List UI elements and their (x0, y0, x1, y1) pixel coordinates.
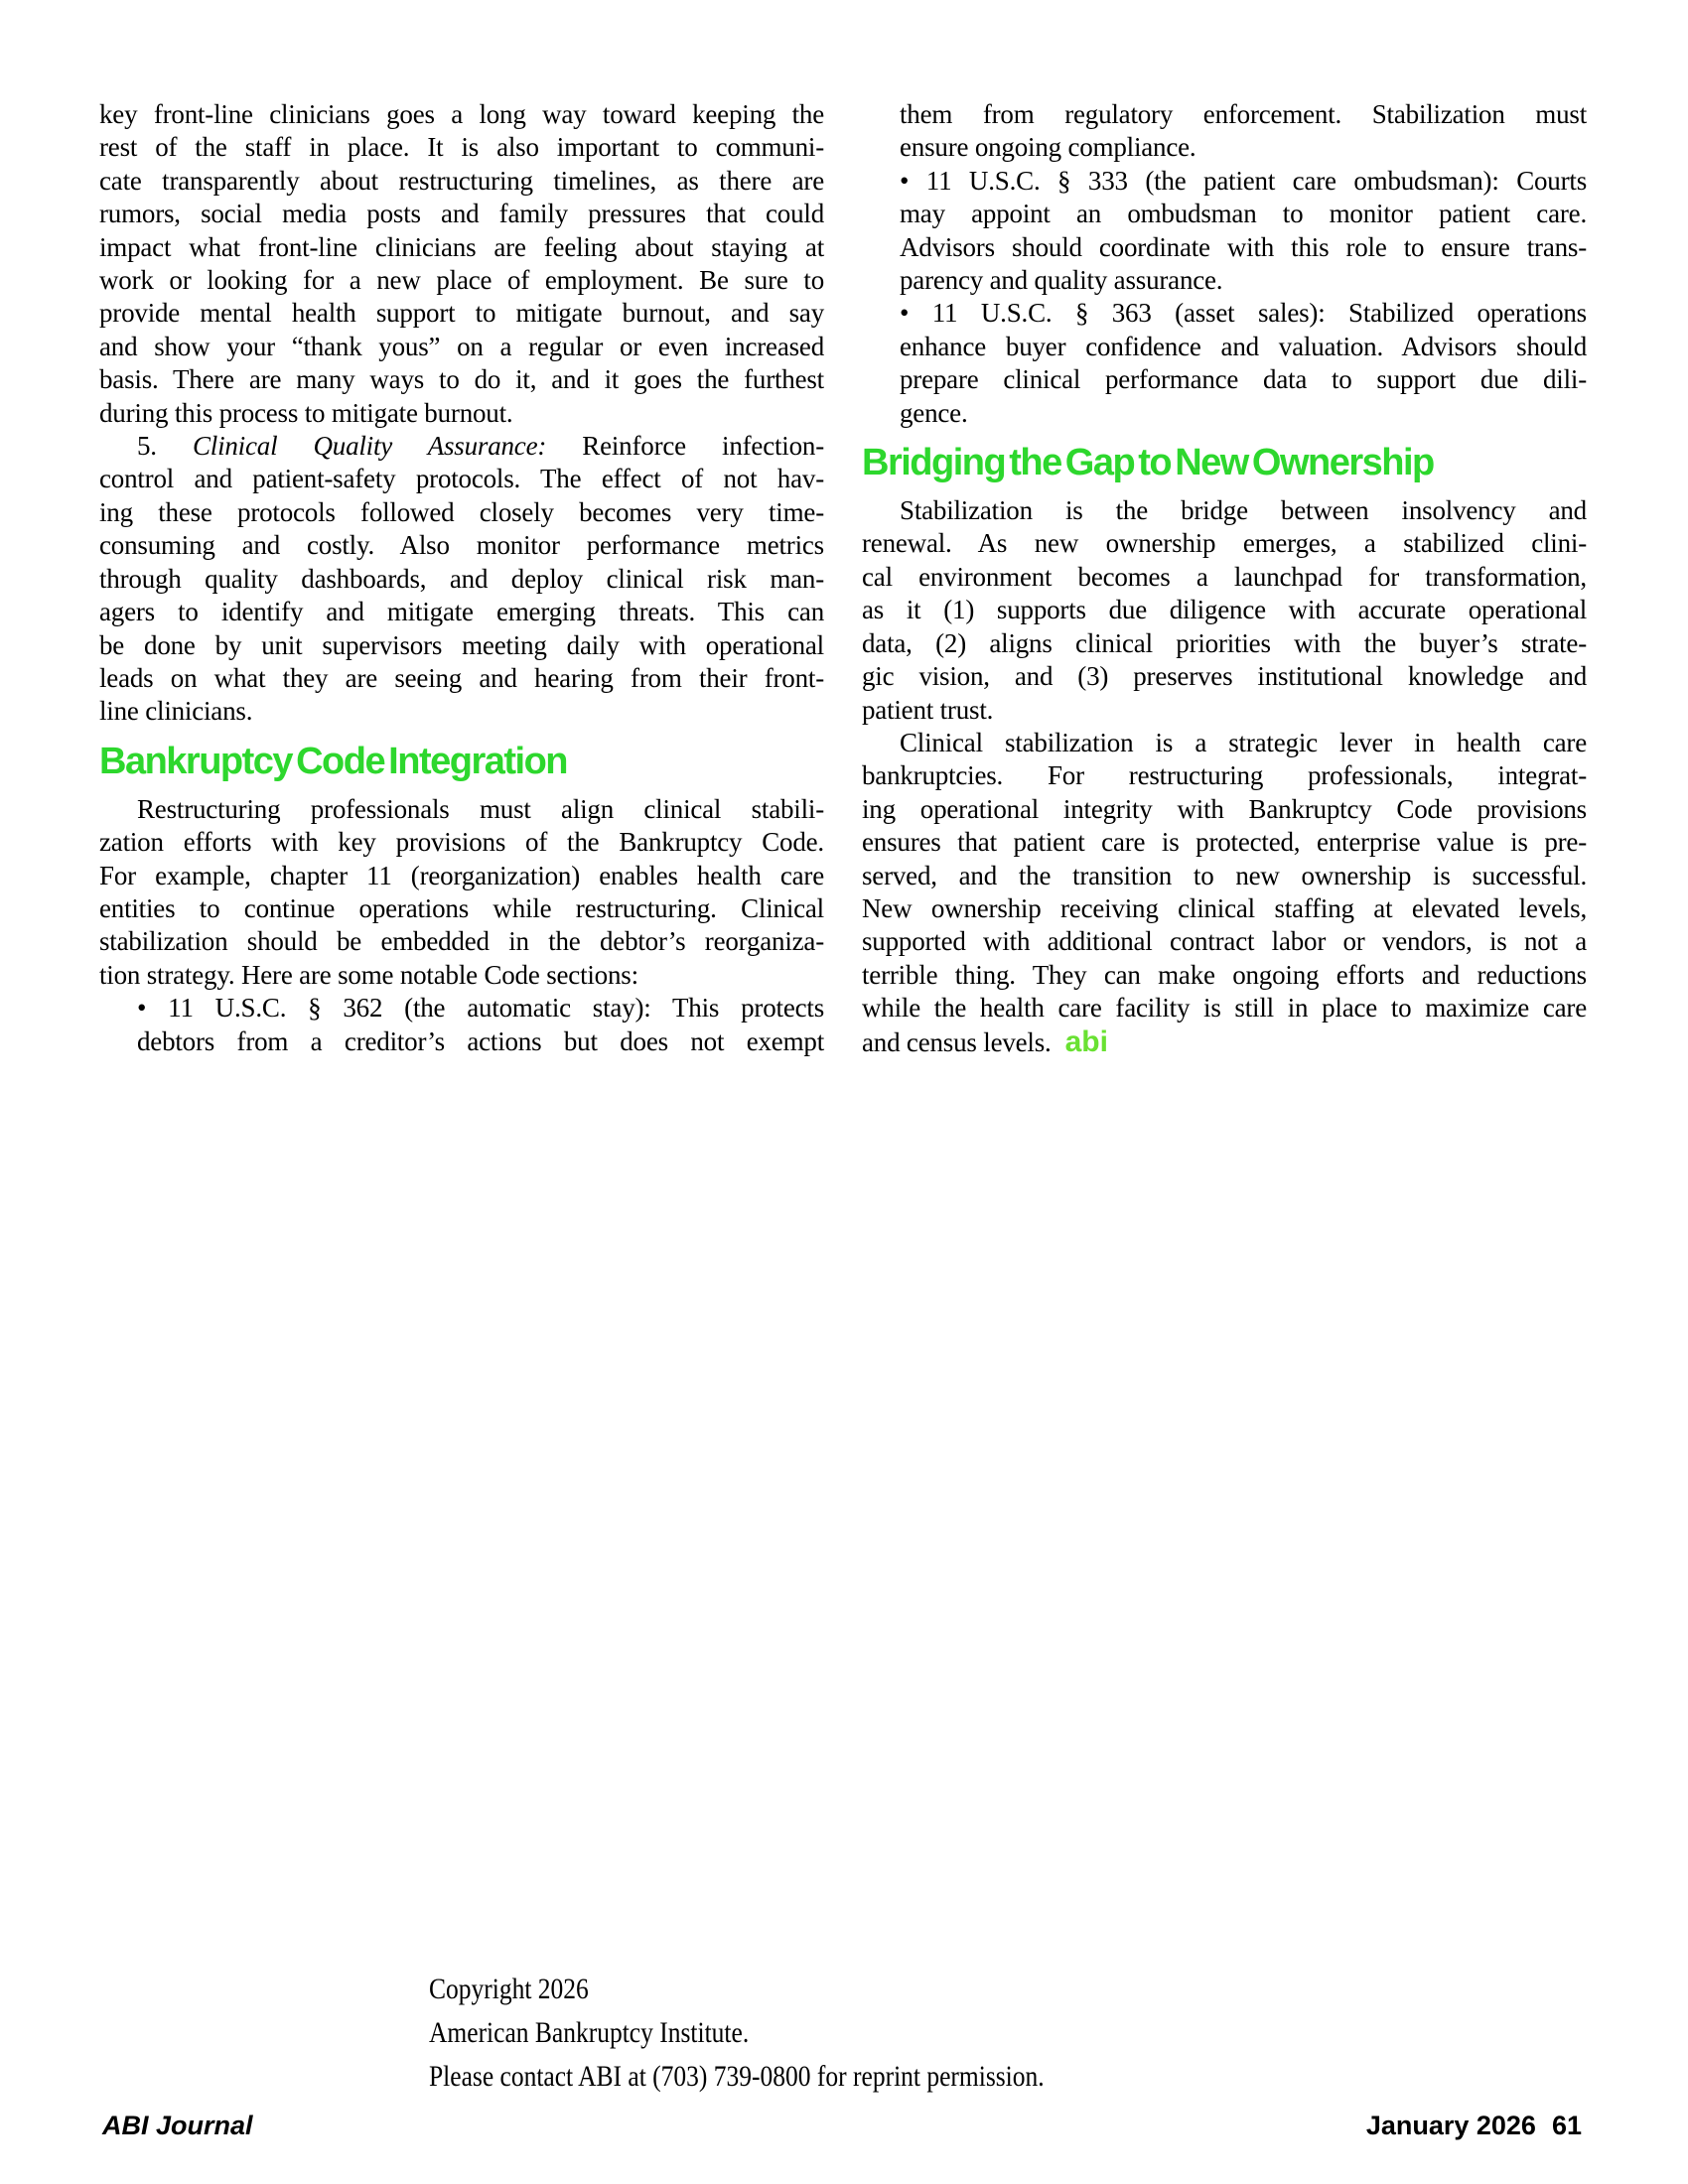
paragraph (99, 98, 824, 430)
bullet-paragraph (862, 297, 1587, 430)
text-line: rumors, social media posts and family pressures that could (99, 199, 824, 229)
section-heading: Bridging the Gap to New Ownership (862, 442, 1434, 484)
issue-date: January 2026 (1365, 2111, 1536, 2140)
text-line: prepare clinical performance data to support due dili- (900, 364, 1587, 395)
text-line: parency and quality assurance. (900, 265, 1223, 296)
text-line: leads on what they are seeing and hearing from their front- (99, 662, 824, 693)
footer-issue-group (1366, 2111, 1582, 2141)
text-line: ensure ongoing compliance. (900, 132, 1196, 163)
text-line: gic vision, and (3) preserves institutional knowledge and (862, 661, 1587, 692)
paragraph (862, 727, 1587, 1059)
text-line: and census levels. abi (862, 1024, 1108, 1058)
text-line: impact what front-line clinicians are feeling about staying at (99, 231, 824, 262)
text-line: renewal. As new ownership emerges, a stabilized clini- (862, 528, 1587, 559)
text-line: during this process to mitigate burnout. (99, 397, 513, 428)
text-line: tion strategy. Here are some notable Code sections: (99, 959, 638, 990)
left-column (99, 98, 824, 1058)
text-line: ensures that patient care is protected, enterprise value is pre- (862, 827, 1587, 858)
bullet-paragraph (862, 98, 1587, 165)
paragraph (862, 494, 1587, 727)
text-line: patient trust. (862, 694, 994, 725)
text-line: through quality dashboards, and deploy clinical risk man- (99, 563, 824, 594)
copyright-line: Please contact ABI at (703) 739-0800 for reprint permission. (429, 2060, 1045, 2093)
page-number: 61 (1551, 2111, 1582, 2140)
paragraph (99, 793, 824, 992)
text-line: cal environment becomes a launchpad for transformation, (862, 561, 1587, 592)
text-line: Clinical stabilization is a strategic lever in health care (900, 727, 1587, 757)
text-line: enhance buyer confidence and valuation. Advisors should (900, 331, 1587, 361)
text-line: as it (1) supports due diligence with accurate operational (862, 595, 1587, 625)
text-line: and show your “thank yous” on a regular or even increased (99, 331, 824, 361)
text-line: stabilization should be embedded in the debtor’s reorganiza- (99, 926, 824, 957)
right-column (862, 98, 1587, 1059)
bullet-paragraph (862, 165, 1587, 298)
text-line: agers to identify and mitigate emerging threats. This can (99, 597, 824, 627)
text-line: ing operational integrity with Bankruptcy Code provisions (862, 793, 1587, 824)
text-line: Restructuring professionals must align clinical stabili- (137, 793, 824, 824)
text-line: • 11 U.S.C. § 333 (the patient care ombudsman): Courts (900, 165, 1587, 196)
text-line: terrible thing. They can make ongoing efforts and reductions (862, 959, 1587, 990)
paragraph (99, 430, 824, 729)
text-line: ing these protocols followed closely becomes very time- (99, 496, 824, 527)
text-line: work or looking for a new place of employment. Be sure to (99, 265, 824, 296)
text-line: • 11 U.S.C. § 363 (asset sales): Stabilized operations (900, 298, 1587, 329)
text-line: them from regulatory enforcement. Stabilization must (900, 99, 1587, 129)
text-line: provide mental health support to mitigate burnout, and say (99, 298, 824, 329)
abi-logo: abi (1064, 1024, 1108, 1058)
text-line: debtors from a creditor’s actions but does not exempt (137, 1025, 824, 1056)
text-line: cate transparently about restructuring timelines, as there are (99, 165, 824, 196)
journal-name: ABI Journal (102, 2111, 253, 2140)
text-line: supported with additional contract labor or vendors, is not a (862, 926, 1587, 957)
text-line: be done by unit supervisors meeting daily with operational (99, 629, 824, 660)
text-line: entities to continue operations while restructuring. Clinical (99, 892, 824, 923)
text-line: zation efforts with key provisions of the Bankruptcy Code. (99, 827, 824, 858)
copyright-block (429, 1968, 1045, 2099)
text-line: line clinicians. (99, 696, 253, 727)
copyright-line: American Bankruptcy Institute. (429, 2016, 750, 2049)
text-line: data, (2) aligns clinical priorities with the buyer’s strate- (862, 627, 1587, 658)
text-line: while the health care facility is still in place to maximize care (862, 993, 1587, 1024)
text-line: Advisors should coordinate with this role to ensure trans- (900, 231, 1587, 262)
text-line: served, and the transition to new ownership is successful. (862, 860, 1587, 890)
section-heading: Bankruptcy Code Integration (99, 740, 567, 782)
text-line: may appoint an ombudsman to monitor patient care. (900, 199, 1587, 229)
text-line: For example, chapter 11 (reorganization) enables health care (99, 860, 824, 890)
text-line: rest of the staff in place. It is also important to communi- (99, 132, 824, 163)
text-line: consuming and costly. Also monitor performance metrics (99, 530, 824, 561)
copyright-line: Copyright 2026 (429, 1973, 589, 2005)
text-line: gence. (900, 397, 968, 428)
text-line: Stabilization is the bridge between insolvency and (900, 495, 1587, 526)
text-line: basis. There are many ways to do it, and it goes the furthest (99, 364, 824, 395)
bullet-paragraph (99, 992, 824, 1058)
text-line: • 11 U.S.C. § 362 (the automatic stay): This protects (137, 993, 824, 1024)
page-footer (102, 2111, 1582, 2141)
text-line: key front-line clinicians goes a long way toward keeping the (99, 99, 824, 129)
text-line: control and patient-safety protocols. The effect of not hav- (99, 464, 824, 494)
text-line: bankruptcies. For restructuring professionals, integrat- (862, 760, 1587, 791)
text-line: 5. Clinical Quality Assurance: Reinforce infection- (137, 431, 824, 462)
text-line: New ownership receiving clinical staffing at elevated levels, (862, 892, 1587, 923)
